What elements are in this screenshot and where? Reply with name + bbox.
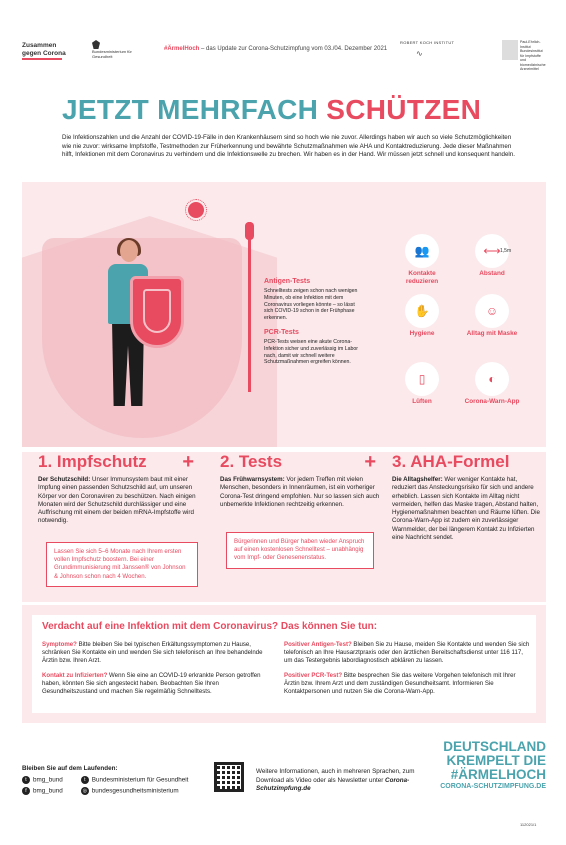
tagline-text: – das Update zur Corona-Schutzimpfung vom 03./04. Dezember 2021	[199, 46, 388, 52]
suspicion-heading: Verdacht auf eine Infektion mit dem Coronavirus? Das können Sie tun:	[42, 621, 378, 632]
suspicion-question: Positiver Antigen-Test?	[284, 641, 352, 648]
virus-icon	[188, 202, 204, 218]
aha-label: Kontakte reduzieren	[405, 270, 439, 285]
distance-value: 1,5m	[500, 248, 512, 254]
shield-icon	[130, 276, 184, 348]
aha-item-abstand	[462, 234, 522, 278]
follow-heading: Bleiben Sie auf dem Laufenden:	[22, 765, 118, 772]
campaign-slogan	[426, 740, 546, 792]
suspicion-box	[22, 605, 546, 723]
booster-callout: Lassen Sie sich 5–6 Monate nach Ihrem ersten vollen Impfschutz boostern. Bei einer Grundimmunisierung mit Janssen® von Johnson & Johnson schon nach 4 Wochen.	[46, 542, 198, 587]
antigen-title: Antigen-Tests	[264, 278, 311, 285]
pillar-lead: Der Schutzschild:	[38, 476, 91, 483]
pillar-body: Wer weniger Kontakte hat, reduziert das Ansteckungsrisiko für sich und andere erheblich. Lassen sich Kontakte im Alltag nicht vermeiden, helfen das Maske tragen, Abstand halten, Hygienemaßnahmen beachten und Räume lüften. Die Corona-Warn-App ist zudem ein zuverlässiger Warnmelder, der bei längerem Kontakt zu Infizierten eine Nachricht sendet.	[392, 476, 540, 542]
instagram-icon: ◎	[82, 788, 87, 794]
suspicion-question: Kontakt zu Infizierten?	[42, 671, 108, 679]
aha-item-kontakte	[392, 234, 452, 285]
logo-rki-text: ROBERT KOCH INSTITUT	[400, 40, 455, 45]
pillar-title-text: 3. AHA-Formel	[392, 452, 510, 471]
logo-zusammen-gegen-corona	[22, 42, 68, 60]
eagle-icon	[92, 40, 100, 49]
logo-rki	[400, 40, 454, 58]
slogan-line: KREMPELT DIE	[446, 753, 546, 768]
suspicion-question: Positiver PCR-Test?	[284, 671, 343, 679]
pillar-title	[392, 452, 540, 472]
pillar-aha	[392, 452, 540, 542]
suspicion-answer: Bleiben Sie zu Hause, meiden Sie Kontakte und wenden Sie sich telefonisch an Ihre Hausarztpraxis oder den ärztlichen Bereitschaftsdienst unter 116 117, um das Testergebnis labordiagnostisch abklären zu lassen.	[284, 641, 530, 665]
pillar-lead: Die Alltagshelfer:	[392, 476, 443, 483]
pillar-title	[220, 452, 380, 472]
social-link-ministry[interactable]	[81, 776, 189, 784]
aha-item-lueften	[392, 362, 452, 406]
plus-icon: +	[364, 451, 376, 473]
pillar-text	[38, 476, 198, 526]
pillar-title-text: 1. Impfschutz	[38, 452, 147, 471]
aha-item-warnapp	[462, 362, 522, 406]
person-with-shield-illustration	[94, 240, 174, 410]
aha-label: Abstand	[479, 270, 505, 277]
pillar-title-text: 2. Tests	[220, 452, 283, 471]
pillar-title	[38, 452, 198, 472]
document-code: 112021/1	[520, 822, 537, 827]
suspicion-answer: Bitte besprechen Sie das weitere Vorgehen telefonisch mit Ihrer Ärztin bzw. Ihrem Arzt und dem zuständigen Gesundheitsamt. Informieren Sie Kontaktpersonen und nutzen Sie die Corona-Warn-App.	[284, 671, 516, 696]
handwash-icon: ✋	[405, 294, 439, 328]
logo-bmg-text: Bundesministerium für Gesundheit	[92, 49, 132, 59]
qr-code[interactable]	[214, 762, 244, 792]
logo-bmg	[92, 40, 136, 59]
suspicion-answer: Wenn Sie eine an COVID-19 erkrankte Person getroffen haben, könnten Sie sich angesteckt haben. Beobachten Sie Ihren Gesundheitszustand und machen Sie regelmäßig Schnelltests.	[42, 671, 261, 696]
suspicion-answer: Bitte bleiben Sie bei typischen Erkältungssymptomen zu Hause, schränken Sie Kontakte ein und wenden Sie sich telefonisch an Ihre behandelnde Ärztin bzw. Ihren Arzt.	[42, 641, 263, 665]
aha-item-hygiene	[392, 294, 452, 338]
more-info-text	[256, 768, 426, 794]
more-info-body: Weitere Informationen, auch in mehreren Sprachen, zum Download als Video oder als Newsletter unter	[256, 768, 415, 784]
page-title	[62, 94, 481, 126]
update-tagline	[164, 46, 387, 52]
social-follow	[22, 765, 222, 798]
pillar-body: Vor jedem Treffen mit vielen Menschen, besonders in Innenräumen, ist ein vorheriger Corona-Test dringend empfohlen. Nur so lassen sich auch unbemerkte Infektionen rechtzeitig erkennen.	[220, 476, 380, 508]
twitter-icon: t	[22, 776, 30, 784]
slogan-line: #ÄRMELHOCH	[450, 767, 546, 782]
distance-icon: ⟷	[475, 234, 509, 268]
aha-label: Alltag mit Maske	[466, 330, 518, 337]
campaign-site-link[interactable]: CORONA-SCHUTZIMPFUNG.DE	[440, 783, 546, 790]
person-head	[120, 240, 138, 262]
suspicion-col-left	[42, 641, 274, 702]
suspicion-col-right	[284, 641, 532, 702]
rki-swirl-icon: ∿	[416, 49, 424, 58]
logo-zgc-text: Zusammen gegen Corona	[22, 42, 66, 57]
suspicion-item	[284, 641, 532, 666]
aha-label: Lüften	[412, 398, 432, 405]
pcr-text: PCR-Tests weisen eine akute Corona-Infektion sicher und zuverlässig im Labor nach, damit wir schnell weitere Schutzmaßnahmen ergreifen können.	[264, 338, 358, 366]
logo-pei-text: Paul-Ehrlich-Institut Bundesinstitut für Impfstoffe und biomedizinische Arzneimittel	[520, 40, 546, 71]
aha-label: Hygiene	[409, 330, 435, 337]
pillar-text	[220, 476, 380, 509]
pillar-lead: Das Frühwarnsystem:	[220, 476, 285, 483]
app-icon: ◐	[475, 362, 509, 396]
header-bar	[22, 36, 546, 70]
more-info-link[interactable]: Corona-Schutzimpfung.de	[256, 776, 410, 792]
social-handle: bundesgesundheitsministerium	[91, 787, 179, 795]
social-handle: bmg_bund	[33, 787, 63, 795]
logo-pei	[502, 40, 546, 72]
pillars-section	[22, 452, 546, 602]
free-test-callout: Bürgerinnen und Bürger haben wieder Anspruch auf einen kostenlosen Schnelltest – unabhängig vom Impf- oder Genesenenstatus.	[226, 532, 374, 569]
pcr-title: PCR-Tests	[264, 328, 299, 336]
aha-label: Corona-Warn-App	[464, 398, 520, 405]
social-handle: bmg_bund	[33, 776, 63, 784]
logo-zgc-bar	[22, 58, 62, 60]
shield-inner	[143, 289, 171, 333]
social-link-instagram[interactable]	[81, 787, 179, 795]
social-handle: Bundesministerium für Gesundheit	[91, 776, 189, 784]
facebook-icon: f	[22, 787, 30, 795]
pei-mark-icon	[502, 40, 518, 60]
intro-paragraph: Die Infektionszahlen und die Anzahl der COVID-19-Fälle in den Krankenhäusern sind so hoch wie nie zuvor. Allerdings haben wir auch so viele Schutzmöglichkeiten wie nie zuvor: wirksame Impfstoffe, Testmethoden zur Früherkennung und bewährte Schutzmaßnahmen wie AHA und Kontaktreduzierung. Jede dieser Maßnahmen hilft, Infektionen mit dem Coronavirus zu verhindern und die Infektionswelle zu brechen. Wir haben es in der Hand. Wir müssen jetzt schnell und konsequent handeln.	[62, 134, 515, 158]
social-link-twitter[interactable]	[22, 776, 63, 784]
pillar-impfschutz	[38, 452, 198, 526]
illustration-panel	[22, 182, 546, 447]
title-part2: SCHÜTZEN	[326, 94, 482, 125]
mask-icon: ☺	[475, 294, 509, 328]
slogan-line: DEUTSCHLAND	[443, 739, 546, 754]
suspicion-question: Symptome?	[42, 641, 77, 648]
social-link-facebook[interactable]	[22, 787, 63, 795]
social-row	[22, 787, 222, 795]
suspicion-item	[42, 672, 274, 697]
title-part1: JETZT MEHRFACH	[62, 94, 327, 125]
plus-icon: +	[182, 451, 194, 473]
twitter-icon: t	[81, 776, 89, 784]
people-icon: 👥	[405, 234, 439, 268]
tests-info	[264, 278, 364, 373]
aha-item-maske	[462, 294, 522, 338]
swab-tip	[245, 222, 254, 240]
pillar-text	[392, 476, 540, 542]
hashtag: #ÄrmelHoch	[164, 46, 200, 52]
pillar-tests	[220, 452, 380, 509]
window-icon: ▯	[405, 362, 439, 396]
antigen-text: Schnelltests zeigen schon nach wenigen Minuten, ob eine Infektion mit dem Coronavirus vorliegen könnte – so lässt sich COVID-19 schon in der Frühphase erkennen.	[264, 288, 358, 322]
social-row	[22, 776, 222, 784]
swab-icon	[248, 222, 251, 392]
suspicion-item	[284, 672, 532, 697]
suspicion-item	[42, 641, 274, 666]
pillar-body: Unser Immunsystem baut mit einer Impfung einen passenden Schutzschild auf, um unseren Körper vor den Coronaviren zu beschützen. Nach einigen Monaten wird der Schutzschild durchlässiger und eine Auffrischung mit einem der beiden mRNA-Impfstoffe wird notwendig.	[38, 476, 196, 525]
